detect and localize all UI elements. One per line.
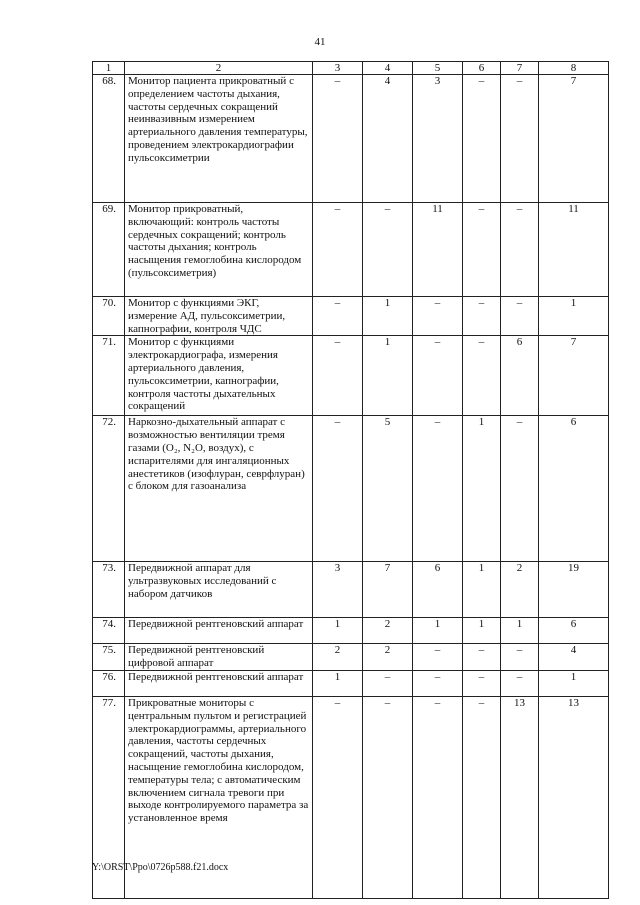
cell-col-3: – (313, 416, 363, 562)
file-path-footer: Y:\ORST\Ppo\0726p588.f21.docx (92, 862, 229, 873)
cell-total: 13 (539, 696, 609, 898)
column-header: 5 (413, 62, 463, 75)
cell-col-3: 3 (313, 562, 363, 618)
row-number: 77. (93, 696, 125, 898)
cell-col-4: – (363, 203, 413, 297)
table-row (93, 297, 609, 336)
cell-col-5: 1 (413, 618, 463, 644)
equipment-name: Передвижной рентгеновский аппарат (125, 618, 313, 644)
header-row (93, 62, 609, 75)
cell-col-6: – (463, 670, 501, 696)
table-row (93, 562, 609, 618)
cell-col-3: 1 (313, 670, 363, 696)
cell-total: 11 (539, 203, 609, 297)
cell-total: 6 (539, 416, 609, 562)
page-number: 41 (314, 36, 326, 48)
cell-col-5: 11 (413, 203, 463, 297)
row-number: 76. (93, 670, 125, 696)
column-header: 1 (93, 62, 125, 75)
cell-col-3: – (313, 336, 363, 416)
cell-col-6: 1 (463, 618, 501, 644)
cell-total: 19 (539, 562, 609, 618)
cell-col-7: 2 (501, 562, 539, 618)
row-number: 70. (93, 297, 125, 336)
cell-total: 7 (539, 75, 609, 203)
cell-col-3: – (313, 696, 363, 898)
cell-col-7: 1 (501, 618, 539, 644)
cell-col-6: – (463, 336, 501, 416)
row-number: 71. (93, 336, 125, 416)
table-row (93, 618, 609, 644)
cell-col-7: – (501, 416, 539, 562)
equipment-name: Монитор прикроватный, включающий: контроль частоты сердечных сокращений; контроль частоты дыхания; контроль насыщения гемоглобина кислородом (пульсоксиметрия) (125, 203, 313, 297)
cell-total: 4 (539, 644, 609, 671)
cell-col-6: 1 (463, 416, 501, 562)
cell-col-5: – (413, 336, 463, 416)
column-header: 2 (125, 62, 313, 75)
cell-col-6: – (463, 203, 501, 297)
table-row (93, 336, 609, 416)
cell-col-6: – (463, 696, 501, 898)
cell-col-5: 6 (413, 562, 463, 618)
equipment-name: Передвижной аппарат для ультразвуковых исследований с набором датчиков (125, 562, 313, 618)
cell-total: 1 (539, 670, 609, 696)
equipment-name: Прикроватные мониторы с центральным пультом и регистрацией электрокардиограммы, артериального давления, частоты сердечных сокращений, частоты дыхания, насыщение гемоглобина кислородом, температуры тела; с автоматическим включением сигнала тревоги при выходе контролируемого параметра за установленное время (125, 696, 313, 898)
row-number: 75. (93, 644, 125, 671)
row-number: 73. (93, 562, 125, 618)
cell-col-7: – (501, 75, 539, 203)
cell-col-5: 3 (413, 75, 463, 203)
row-number: 74. (93, 618, 125, 644)
cell-col-3: – (313, 297, 363, 336)
column-header: 4 (363, 62, 413, 75)
equipment-name: Монитор с функциями ЭКГ, измерение АД, пульсоксиметрии, капнографии, контроля ЧДС (125, 297, 313, 336)
cell-col-3: 1 (313, 618, 363, 644)
table-row (93, 670, 609, 696)
table-row (93, 203, 609, 297)
cell-col-3: – (313, 203, 363, 297)
cell-col-6: – (463, 297, 501, 336)
table-row (93, 644, 609, 671)
equipment-name: Монитор пациента прикроватный с определением частоты дыхания, частоты сердечных сокращений неинвазивным измерением артериального давления температуры, проведением электрокардиографии пульсоксиметрии (125, 75, 313, 203)
cell-col-7: – (501, 203, 539, 297)
cell-col-4: 7 (363, 562, 413, 618)
table-row (93, 416, 609, 562)
cell-col-6: – (463, 75, 501, 203)
cell-col-4: 1 (363, 336, 413, 416)
cell-total: 6 (539, 618, 609, 644)
equipment-name: Наркозно-дыхательный аппарат с возможностью вентиляции тремя газами (O₂, N₂O, воздух), с испарителями для ингаляционных анестетиков (изофлуран, севрфлуран) с блоком для газоанализа (125, 416, 313, 562)
cell-col-4: 2 (363, 644, 413, 671)
cell-col-5: – (413, 416, 463, 562)
cell-col-4: 1 (363, 297, 413, 336)
cell-col-4: 5 (363, 416, 413, 562)
cell-total: 7 (539, 336, 609, 416)
cell-col-6: – (463, 644, 501, 671)
equipment-table (92, 61, 609, 899)
cell-col-4: 4 (363, 75, 413, 203)
cell-col-7: 6 (501, 336, 539, 416)
equipment-name: Передвижной рентгеновский цифровой аппарат (125, 644, 313, 671)
cell-col-4: – (363, 670, 413, 696)
cell-col-3: 2 (313, 644, 363, 671)
equipment-name: Монитор с функциями электрокардиографа, измерения артериального давления, пульсоксиметрии, капнографии, контроля частоты дыхательных сокращений (125, 336, 313, 416)
cell-col-7: – (501, 670, 539, 696)
column-header: 7 (501, 62, 539, 75)
column-header: 3 (313, 62, 363, 75)
table-row (93, 75, 609, 203)
cell-col-5: – (413, 644, 463, 671)
column-header: 6 (463, 62, 501, 75)
cell-total: 1 (539, 297, 609, 336)
row-number: 72. (93, 416, 125, 562)
cell-col-3: – (313, 75, 363, 203)
cell-col-7: – (501, 297, 539, 336)
cell-col-7: 13 (501, 696, 539, 898)
cell-col-7: – (501, 644, 539, 671)
cell-col-4: – (363, 696, 413, 898)
cell-col-5: – (413, 696, 463, 898)
cell-col-6: 1 (463, 562, 501, 618)
equipment-name: Передвижной рентгеновский аппарат (125, 670, 313, 696)
cell-col-5: – (413, 297, 463, 336)
row-number: 69. (93, 203, 125, 297)
column-header: 8 (539, 62, 609, 75)
cell-col-4: 2 (363, 618, 413, 644)
row-number: 68. (93, 75, 125, 203)
cell-col-5: – (413, 670, 463, 696)
